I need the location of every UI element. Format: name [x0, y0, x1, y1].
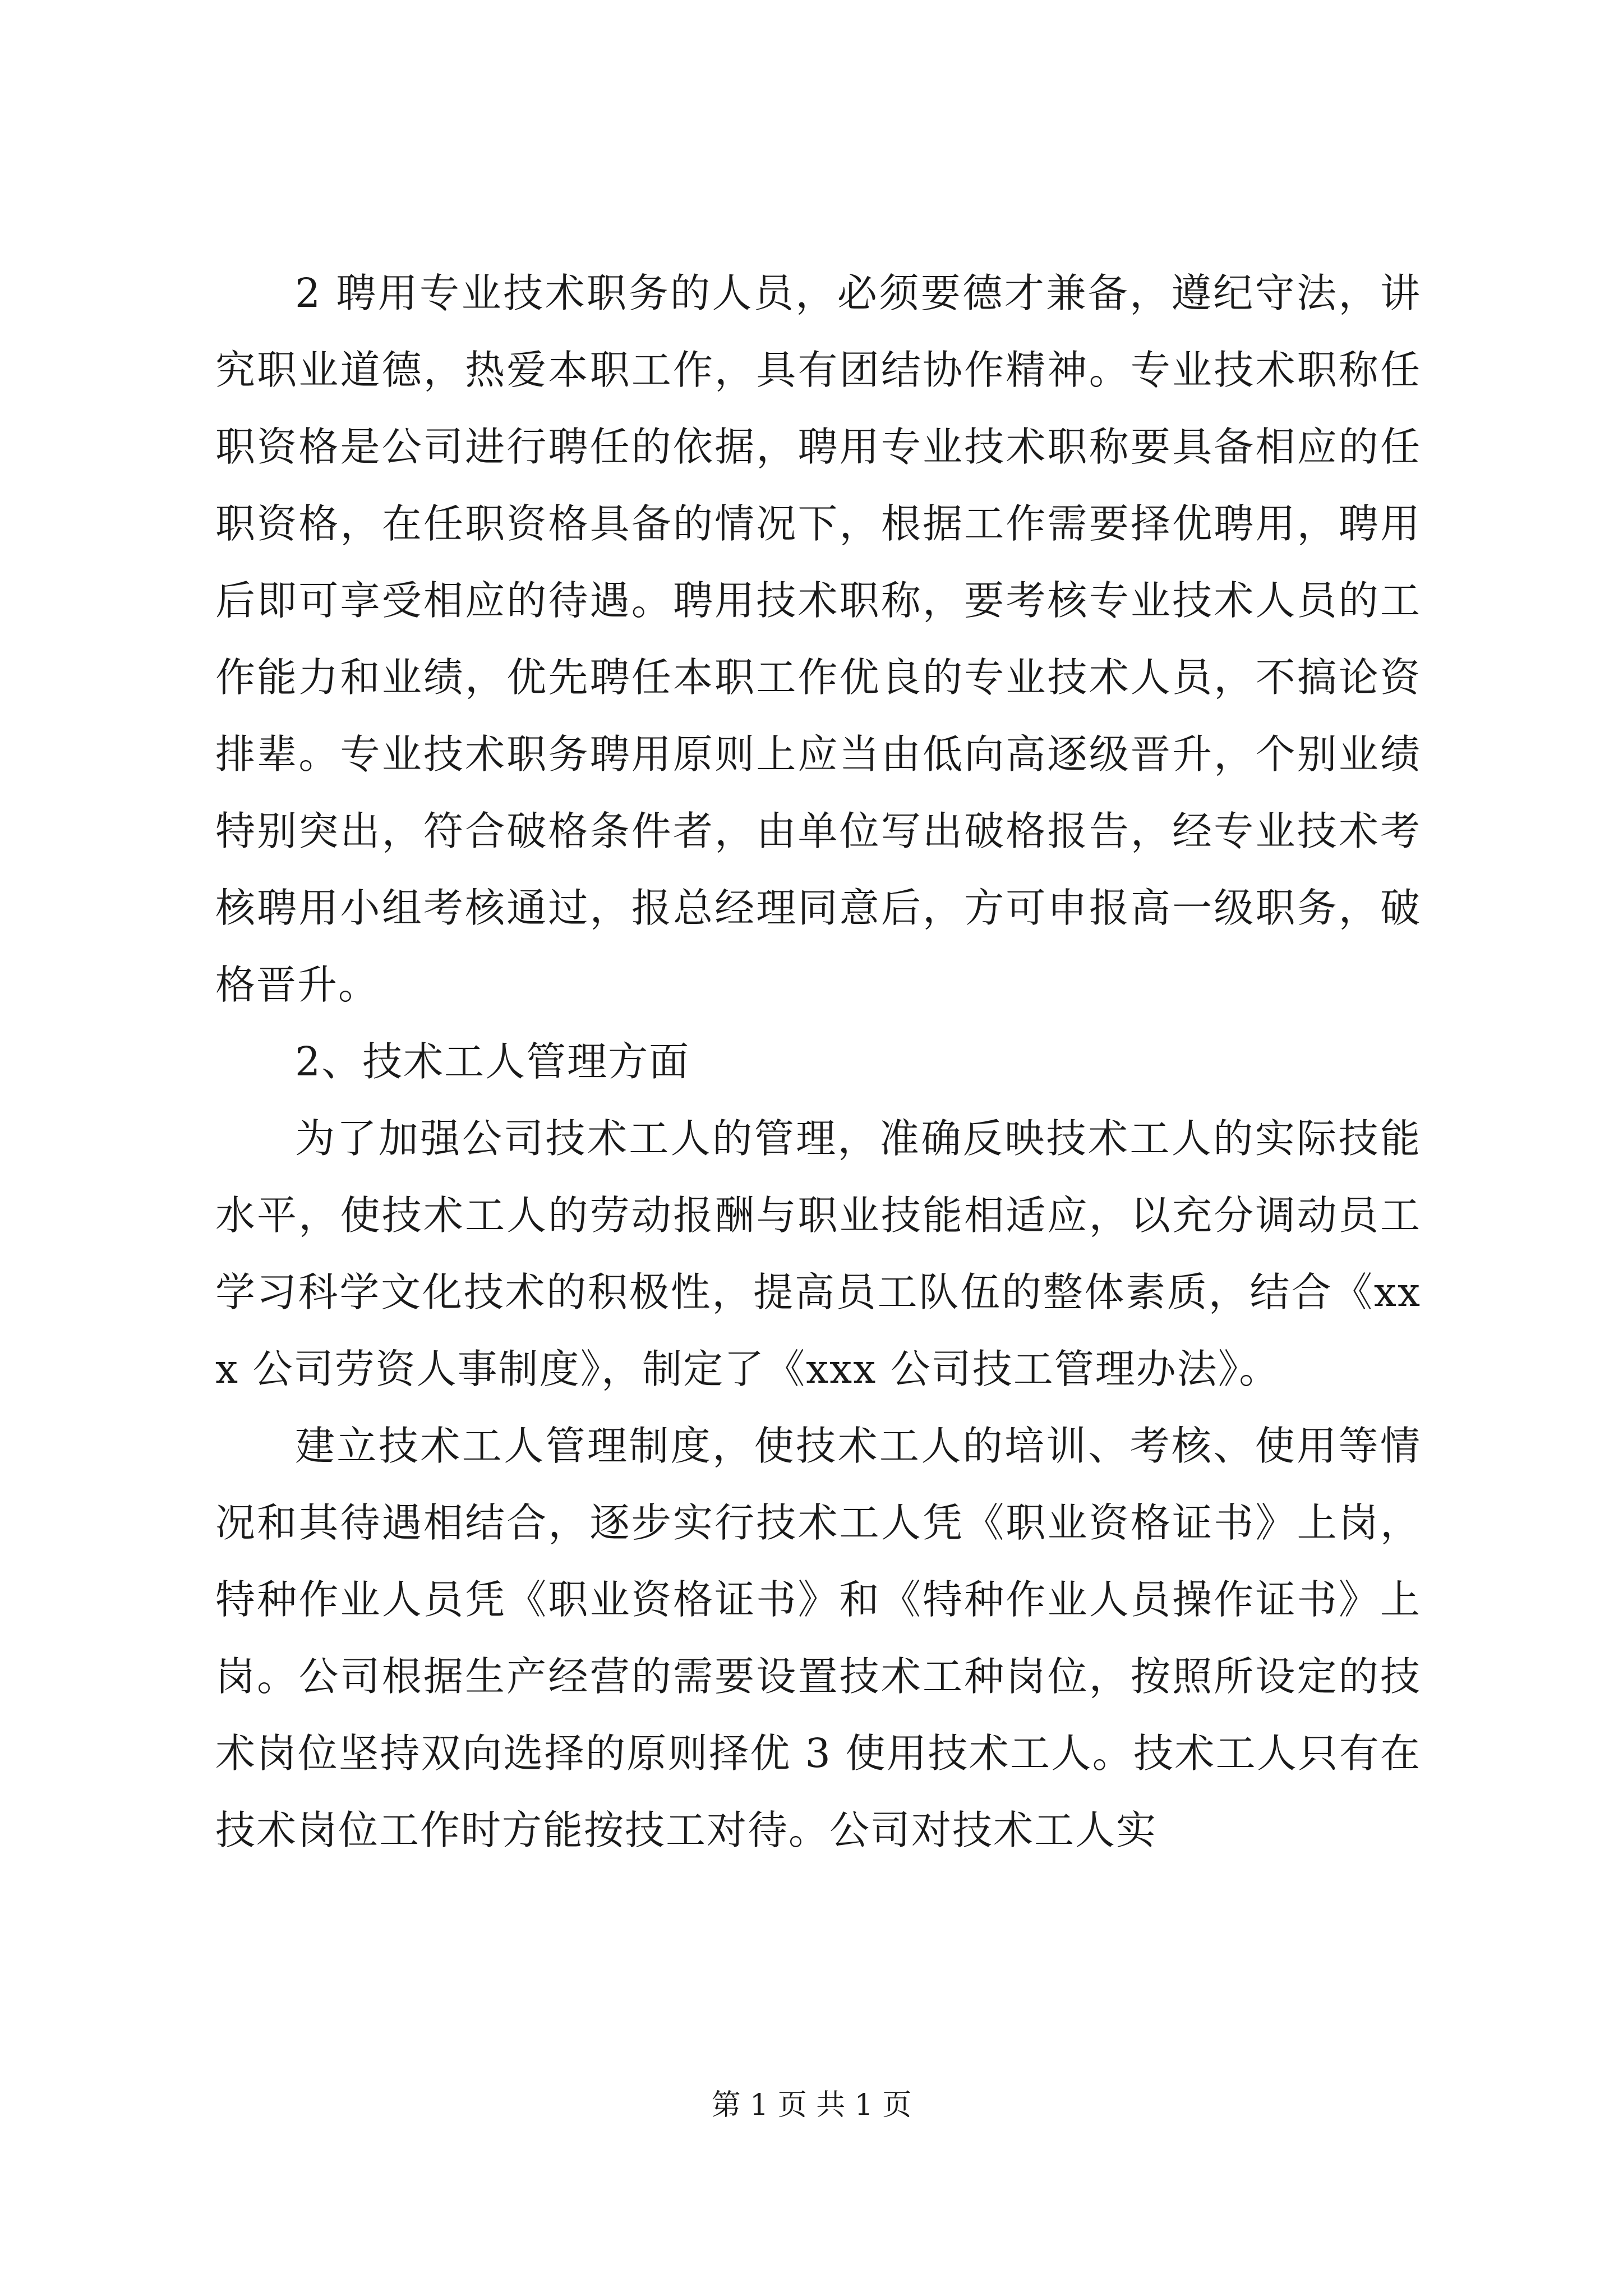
paragraph-worker-management-system: 建立技术工人管理制度，使技术工人的培训、考核、使用等情况和其待遇相结合，逐步实行技术工人凭《职业资格证书》上岗，特种作业人员凭《职业资格证书》和《特种作业人员操作证书》上岗。公司根据生产经营的需要设置技术工种岗位，按照所设定的技术岗位坚持双向选择的原则择优 3 使用技术工人。技术工人只有在技术岗位工作时方能按技工对待。公司对技术工人实 — [215, 1423, 1421, 1853]
document-body — [215, 255, 1421, 1869]
page-footer: 第 1 页 共 1 页 — [711, 2088, 912, 2122]
section-heading-technical-workers: 2、技术工人管理方面 — [295, 1038, 690, 1085]
paragraph-technical-appointment: 2 聘用专业技术职务的人员，必须要德才兼备，遵纪守法，讲究职业道德，热爱本职工作，具有团结协作精神。专业技术职称任职资格是公司进行聘任的依据，聘用专业技术职称要具备相应的任职资格，在任职资格具备的情况下，根据工作需要择优聘用，聘用后即可享受相应的待遇。聘用技术职称，要考核专业技术人员的工作能力和业绩，优先聘任本职工作优良的专业技术人员，不搞论资排辈。专业技术职务聘用原则上应当由低向高逐级晋升，个别业绩特别突出，符合破格条件者，由单位写出破格报告，经专业技术考核聘用小组考核通过，报总经理同意后，方可申报高一级职务，破格晋升。 — [215, 270, 1421, 1008]
paragraph-worker-management-purpose: 为了加强公司技术工人的管理，准确反映技术工人的实际技能水平，使技术工人的劳动报酬与职业技能相适应，以充分调动员工学习科学文化技术的积极性，提高员工队伍的整体素质，结合《xxx 公司劳资人事制度》，制定了《xxx 公司技工管理办法》。 — [215, 1115, 1421, 1392]
